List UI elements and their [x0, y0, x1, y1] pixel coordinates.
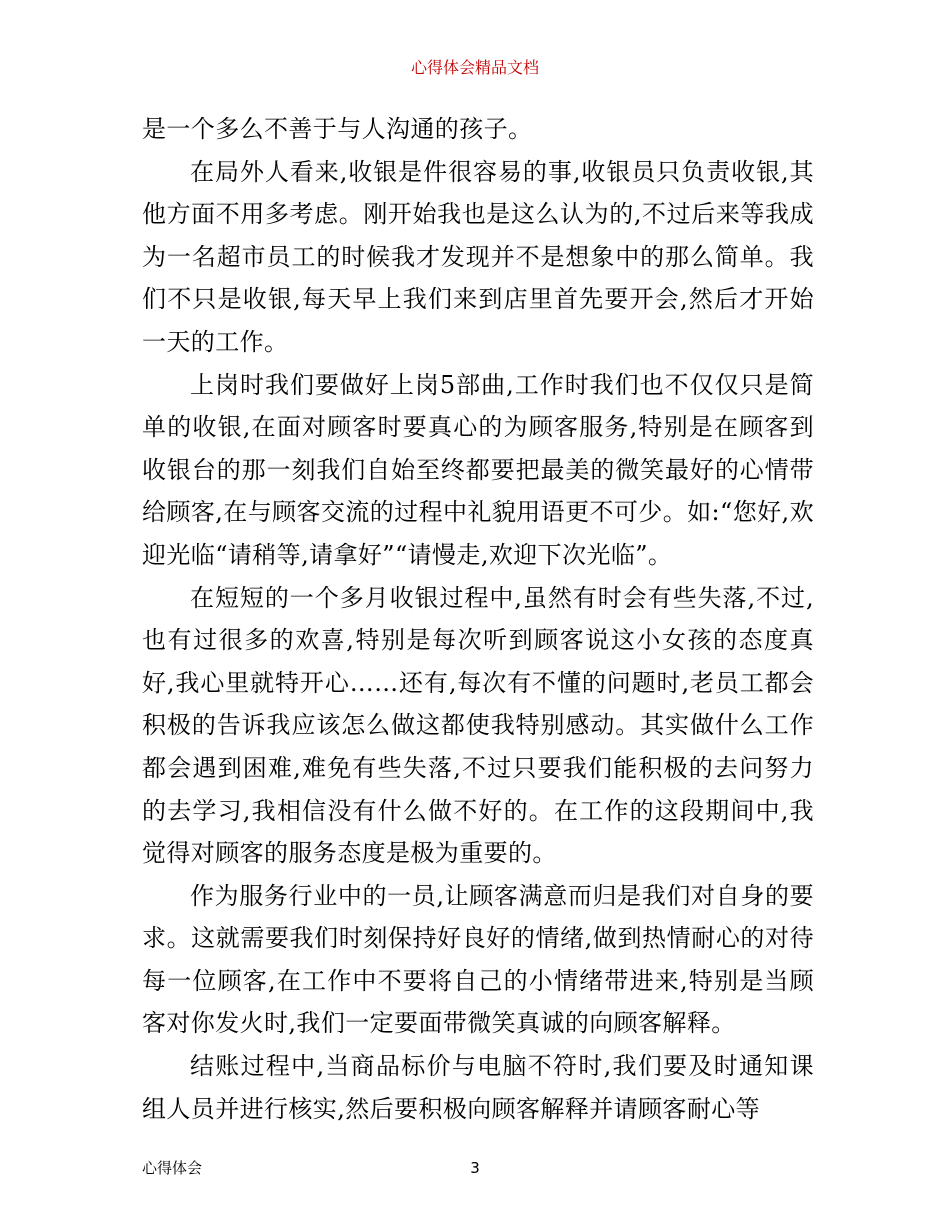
paragraph: 在短短的一个多月收银过程中,虽然有时会有些失落,不过,也有过很多的欢喜,特别是每次听到顾客说这小女孩的态度真好,我心里就特开心……还有,每次有不懂的问题时,老员工都会积极的告诉我应该怎么做这都使我特别感动。其实做什么工作都会遇到困难,难免有些失落,不过只要我们能积极的去问努力的去学习,我相信没有什么做不好的。在工作的这段期间中,我觉得对顾客的服务态度是极为重要的。 — [142, 583, 814, 868]
paragraph: 在局外人看来,收银是件很容易的事,收银员只负责收银,其他方面不用多考虑。刚开始我也是这么认为的,不过后来等我成为一名超市员工的时候我才发现并不是想象中的那么简单。我们不只是收银,每天早上我们来到店里首先要开会,然后才开始一天的工作。 — [142, 157, 814, 356]
paragraph: 作为服务行业中的一员,让顾客满意而归是我们对自身的要求。这就需要我们时刻保持好良好的情绪,做到热情耐心的对待每一位顾客,在工作中不要将自己的小情绪带进来,特别是当顾客对你发火时,我们一定要面带微笑真诚的向顾客解释。 — [142, 881, 814, 1038]
paragraph: 结账过程中,当商品标价与电脑不符时,我们要及时通知课组人员并进行核实,然后要积极向顾客解释并请顾客耐心等 — [142, 1052, 814, 1123]
footer-label: 心得体会 — [142, 1159, 203, 1177]
paragraph: 上岗时我们要做好上岗5部曲,工作时我们也不仅仅只是简单的收银,在面对顾客时要真心的为顾客服务,特别是在顾客到收银台的那一刻我们自始至终都要把最美的微笑最好的心情带给顾客,在与顾客交流的过程中礼貌用语更不可少。如:“您好,欢迎光临“请稍等,请拿好”“请慢走,欢迎下次光临”。 — [142, 370, 814, 569]
document-body — [142, 108, 814, 1130]
document-header-title: 心得体会精品文档 — [410, 58, 539, 77]
paragraph-continuation: 是一个多么不善于与人沟通的孩子。 — [142, 115, 533, 143]
page-number: 3 — [470, 1159, 480, 1177]
